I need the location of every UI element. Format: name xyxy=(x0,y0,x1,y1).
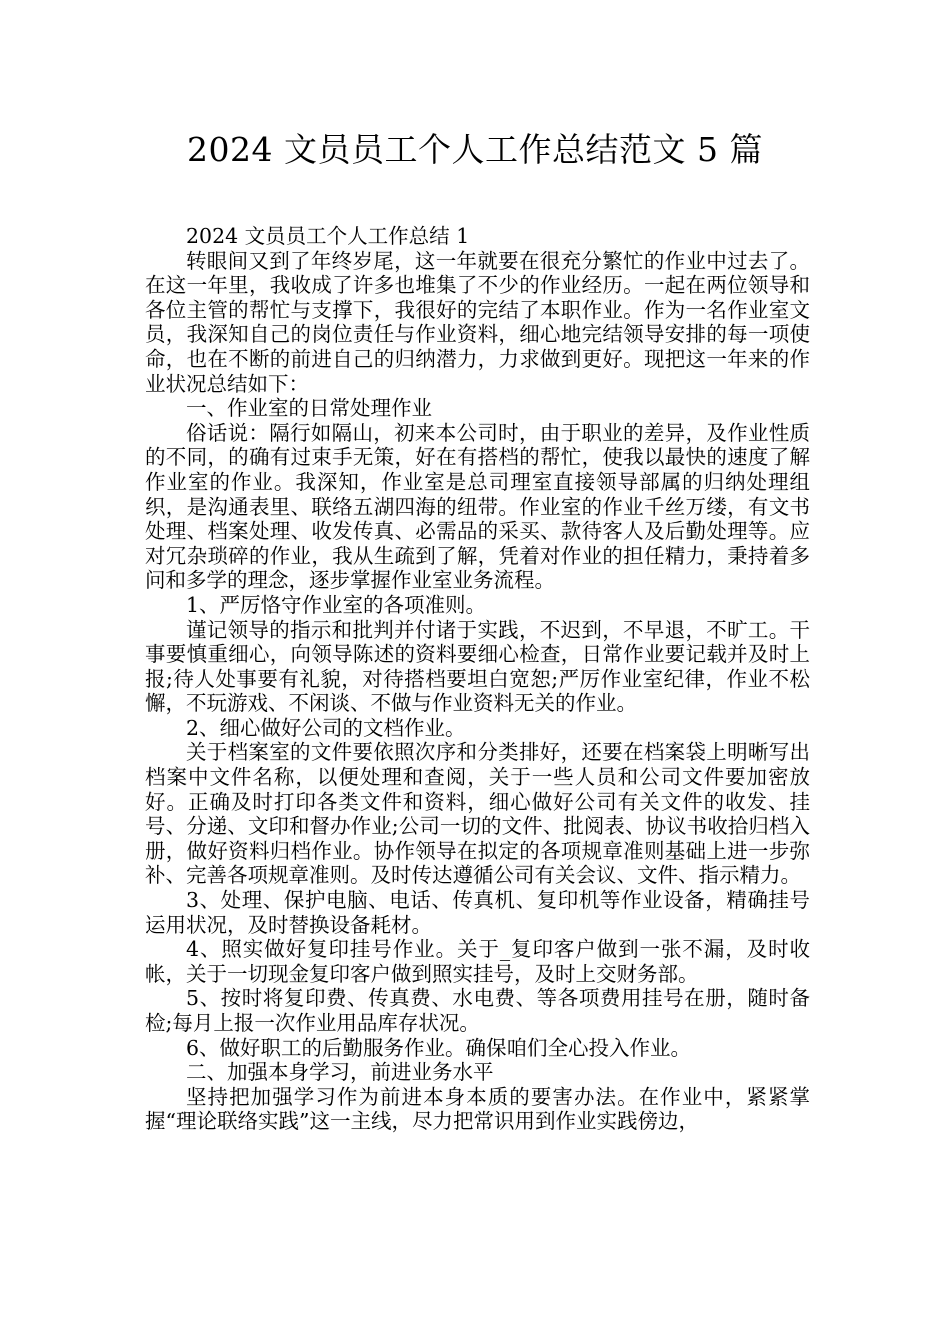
subheading: 二、加强本身学习，前进业务水平 xyxy=(186,1060,494,1085)
subheading: 一、作业室的日常处理作业 xyxy=(186,396,432,421)
document-body xyxy=(145,224,810,1134)
paragraph: 转眼间又到了年终岁尾，这一年就要在很充分繁忙的作业中过去了。在这一年里，我收成了许多也堆集了不少的作业经历。一起在两位领导和各位主管的帮忙与支撑下，我很好的完结了本职作业。作为一名作业室文员，我深知自己的岗位责任与作业资料，细心地完结领导安排的每一项使命，也在不断的前进自己的归纳潜力，力求做到更好。现把这一年来的作业状况总结如下： xyxy=(145,248,810,396)
paragraph: 关于档案室的文件要依照次序和分类排好，还要在档案袋上明晰写出档案中文件名称，以便处理和查阅，关于一些人员和公司文件要加密放好。正确及时打印各类文件和资料，细心做好公司有关文件的收发、挂号、分递、文印和督办作业;公司一切的文件、批阅表、协议书收拾归档入册，做好资料归档作业。协作领导在拟定的各项规章准则基础上进一步弥补、完善各项规章准则。及时传达遵循公司有关会议、文件、指示精力。 xyxy=(145,740,810,888)
list-item: 6、做好职工的后勤服务作业。确保咱们全心投入作业。 xyxy=(186,1035,692,1060)
section-heading: 2024 文员员工个人工作总结 1 xyxy=(186,224,470,248)
paragraph: 谨记领导的指示和批判并付诸于实践，不迟到，不早退，不旷工。干事要慎重细心，向领导陈述的资料要细心检查，日常作业要记载并及时上报;待人处事要有礼貌，对待搭档要坦白宽恕;严厉作业室纪律，作业不松懈，不玩游戏、不闲谈、不做与作业资料无关的作业。 xyxy=(145,617,810,716)
paragraph: 俗话说：隔行如隔山，初来本公司时，由于职业的差异，及作业性质的不同，的确有过束手无策，好在有搭档的帮忙，使我以最快的速度了解作业室的作业。我深知，作业室是总司理室直接领导部属的归纳处理组织，是沟通表里、联络五湖四海的纽带。作业室的作业千丝万缕，有文书处理、档案处理、收发传真、必需品的采买、款待客人及后勤处理等。应对冗杂琐碎的作业，我从生疏到了解，凭着对作业的担任精力，秉持着多问和多学的理念，逐步掌握作业室业务流程。 xyxy=(145,420,810,593)
list-item: 1、严厉恪守作业室的各项准则。 xyxy=(186,592,487,617)
document-title: 2024 文员员工个人工作总结范文 5 篇 xyxy=(187,130,763,169)
paragraph: 坚持把加强学习作为前进本身本质的要害办法。在作业中，紧紧掌握“理论联络实践”这一主线，尽力把常识用到作业实践傍边， xyxy=(145,1084,810,1134)
list-item: 2、细心做好公司的文档作业。 xyxy=(186,715,466,740)
list-item: 5、按时将复印费、传真费、水电费、等各项费用挂号在册，随时备检;每月上报一次作业用品库存状况。 xyxy=(145,986,810,1035)
list-item: 3、处理、保护电脑、电话、传真机、复印机等作业设备，精确挂号运用状况，及时替换设备耗材。 xyxy=(145,888,810,937)
list-item: 4、照实做好复印挂号作业。关于_复印客户做到一张不漏，及时收帐，关于一切现金复印客户做到照实挂号，及时上交财务部。 xyxy=(145,937,810,986)
